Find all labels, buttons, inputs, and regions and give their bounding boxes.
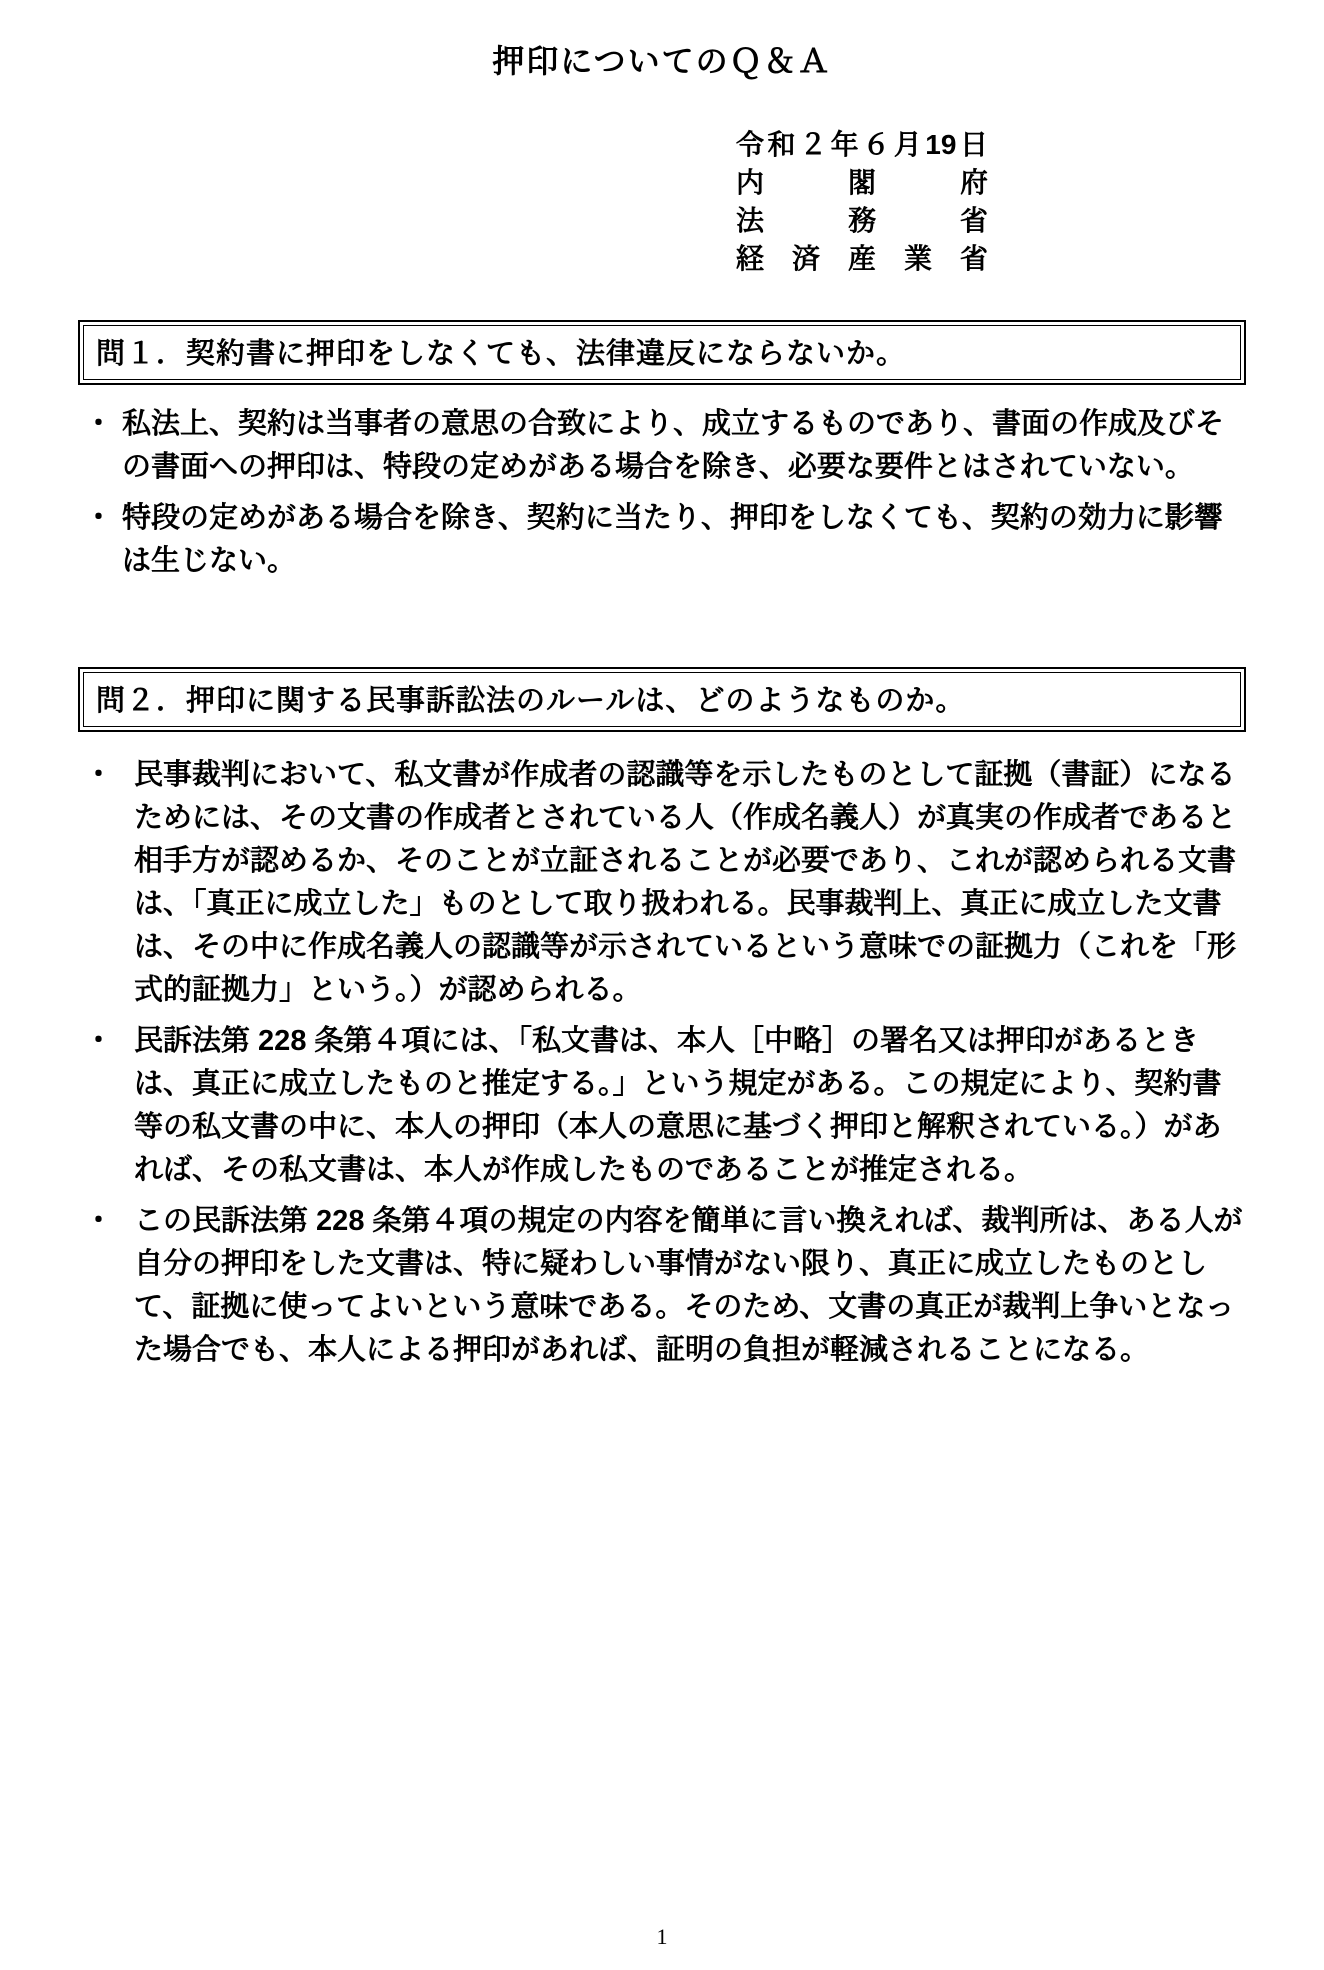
question-2-heading-box xyxy=(78,667,1246,732)
bullet-icon: ・ xyxy=(84,1025,114,1057)
list-item xyxy=(78,754,1246,1012)
list-item xyxy=(78,1200,1246,1372)
list-item xyxy=(78,1020,1246,1192)
answer-text: 民訴法第 228 条第４項には、「私文書は、本人［中略］の署名又は押印があるときは、真正に成立したものと推定する。」という規定がある。この規定により、契約書等の私文書の中に、本人の押印（本人の意思に基づく押印と解釈されている。）があれば、その私文書は、本人が作成したものであることが推定される。 xyxy=(134,1025,1222,1186)
question-2-heading: 問２．押印に関する民事訴訟法のルールは、どのようなものか。 xyxy=(83,672,1241,727)
bullet-icon: ・ xyxy=(84,1205,114,1237)
list-item xyxy=(78,403,1246,489)
question-1-heading-box xyxy=(78,320,1246,385)
agency-cabinet-office: 内閣府 xyxy=(736,167,988,198)
question-1-section xyxy=(78,320,1246,583)
agency-ministry-of-justice: 法務省 xyxy=(736,205,988,236)
agency-ministry-of-economy: 経済産業省 xyxy=(736,243,988,274)
list-item xyxy=(78,497,1246,583)
date-and-agency-block xyxy=(736,126,988,278)
answer-text: この民訴法第 228 条第４項の規定の内容を簡単に言い換えれば、裁判所は、ある人が自分の押印をした文書は、特に疑わしい事情がない限り、真正に成立したものとして、証拠に使ってよいという意味である。そのため、文書の真正が裁判上争いとなった場合でも、本人による押印があれば、証明の負担が軽減されることになる。 xyxy=(134,1205,1243,1366)
answer-text: 特段の定めがある場合を除き、契約に当たり、押印をしなくても、契約の効力に影響は生じない。 xyxy=(122,502,1223,577)
bullet-icon: ・ xyxy=(84,408,114,440)
question-1-heading: 問１．契約書に押印をしなくても、法律違反にならないか。 xyxy=(83,325,1241,380)
bullet-icon: ・ xyxy=(84,502,114,534)
page-number: 1 xyxy=(656,1924,668,1949)
answer-text: 私法上、契約は当事者の意思の合致により、成立するものであり、書面の作成及びその書面への押印は、特段の定めがある場合を除き、必要な要件とはされていない。 xyxy=(122,408,1225,483)
answer-text: 民事裁判において、私文書が作成者の認識等を示したものとして証拠（書証）になるためには、その文書の作成者とされている人（作成名義人）が真実の作成者であると相手方が認めるか、そのことが立証されることが必要であり、これが認められる文書は、「真正に成立した」ものとして取り扱われる。民事裁判上、真正に成立した文書は、その中に作成名義人の認識等が示されているという意味での証拠力（これを「形式的証拠力」という。）が認められる。 xyxy=(134,759,1237,1006)
question-2-answer-list xyxy=(78,754,1246,1372)
page-title: 押印についてのＱ＆Ａ xyxy=(492,43,832,79)
document-date: 令和２年６月19日 xyxy=(736,129,988,160)
question-2-section xyxy=(78,667,1246,1372)
bullet-icon: ・ xyxy=(84,759,114,791)
question-1-answer-list xyxy=(78,403,1246,583)
